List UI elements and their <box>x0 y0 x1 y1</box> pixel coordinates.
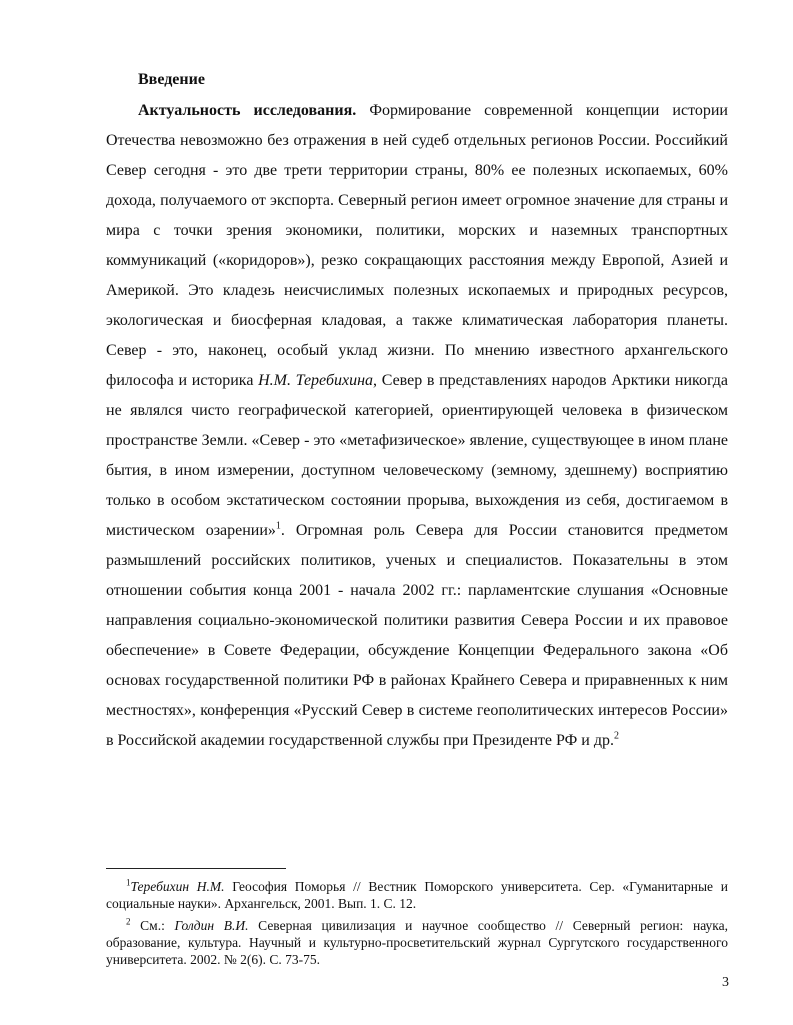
footnote-2-number: 2 <box>126 916 131 927</box>
footnotes <box>106 878 728 973</box>
footnote-ref-1: 1 <box>275 520 281 532</box>
footnote-2-text: Северная цивилизация и научное сообщество // Северный регион: наука, образование, культура. Научный и культурно-просветительский журнал Сургутского государственного университета. 2002. № 2(6). С. 73-75. <box>106 918 728 967</box>
page-number: 3 <box>722 975 729 990</box>
footnote-2 <box>106 917 728 968</box>
footnote-2-prefix: См.: <box>130 918 175 933</box>
paragraph-text-part-2: , Север в представлениях народов Арктики никогда не являлся чисто географической категорией, ориентирующей человека в физическом пространстве Земли. «Север - это «метафизическое» явление, существующее в ином плане бытия, в ином измерении, доступном человеческому (земному, здешнему) восприятию только в особом экстатическом состоянии прорыва, выхождения из себя, достигаемом в мистическом озарении» <box>106 372 728 539</box>
paragraph-text-part-3: . Огромная роль Севера для России становится предметом размышлений российских политиков, ученых и специалистов. Показательны в этом отношении события конца 2001 - начала 2002 гг.: парламентские слушания «Основные направления социально-экономической политики развития Севера России и их правовое обеспечение» в Совете Федерации, обсуждение Концепции Федерального закона «Об основах государственной политики РФ в районах Крайнего Севера и приравненных к ним местностях», конференция «Русский Север в системе геополитических интересов России» в Российской академии государственной службы при Президенте РФ и др. <box>106 522 728 749</box>
footnote-2-author: Голдин В.И. <box>174 918 249 933</box>
footnote-1-text: Геософия Поморья // Вестник Поморского университета. Сер. «Гуманитарные и социальные науки». Архангельск, 2001. Вып. 1. С. 12. <box>106 879 728 911</box>
section-heading: Введение <box>138 71 205 88</box>
paragraph-text-part-1: Формирование современной концепции истории Отечества невозможно без отражения в ней судеб отдельных регионов России. Российкий Север сегодня - это две трети территории страны, 80% ее полезных ископаемых, 60% дохода, получаемого от экспорта. Северный регион имеет огромное значение для страны и мира с точки зрения экономики, политики, морских и наземных транспортных коммуникаций («коридоров»), резко сокращающих расстояния между Европой, Азией и Америкой. Это кладезь неисчислимых полезных ископаемых и природных ресурсов, экологическая и биосферная кладовая, а также климатическая лаборатория планеты. Север - это, наконец, особый уклад жизни. По мнению известного архангельского философа и историка <box>106 102 728 389</box>
footnote-1-author: Теребихин Н.М. <box>130 879 225 894</box>
footnote-1 <box>106 878 728 912</box>
author-name: Н.М. Теребихина <box>258 372 374 389</box>
intro-paragraph <box>106 96 728 756</box>
relevance-lead: Актуальность исследования. <box>138 102 357 119</box>
footnote-ref-2: 2 <box>614 730 619 742</box>
footnote-divider <box>106 868 286 869</box>
footnote-1-number: 1 <box>126 877 131 888</box>
